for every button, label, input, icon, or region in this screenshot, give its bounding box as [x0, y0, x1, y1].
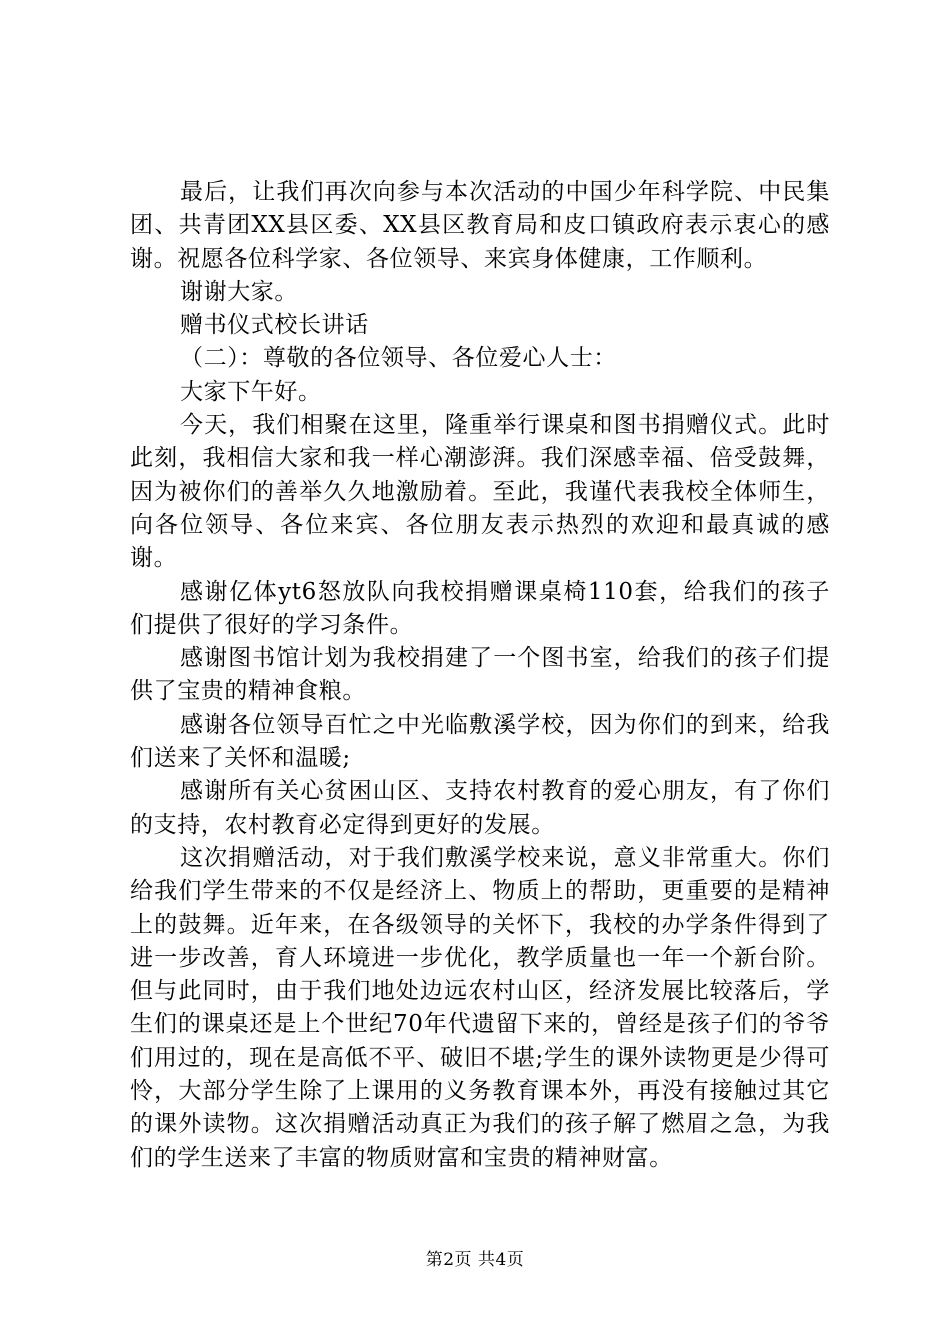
- paragraph-ceremony-intro: 今天，我们相聚在这里，隆重举行课桌和图书捐赠仪式。此时此刻，我相信大家和我一样心潮澎湃。我们深感幸福、倍受鼓舞，因为被你们的善举久久地激励着。至此，我谨代表我校全体师生，向各位领导、各位来宾、各位朋友表示热烈的欢迎和最真诚的感谢。: [130, 412, 830, 572]
- paragraph-greeting: 大家下午好。: [180, 378, 322, 405]
- paragraph-thank-you-all: 谢谢大家。: [180, 278, 298, 305]
- paragraph-thanks-friends: 感谢所有关心贫困山区、支持农村教育的爱心朋友，有了你们的支持，农村教育必定得到更好的发展。: [130, 778, 830, 838]
- paragraph-thanks-library: 感谢图书馆计划为我校捐建了一个图书室，给我们的孩子们提供了宝贵的精神食粮。: [130, 645, 830, 705]
- page-number-footer: 第2页 共4页: [425, 1250, 525, 1270]
- section-heading: 赠书仪式校长讲话: [180, 312, 369, 339]
- document-body: [130, 176, 830, 1175]
- paragraph-thanks-leaders: 感谢各位领导百忙之中光临敷溪学校，因为你们的到来，给我们送来了关怀和温暖;: [130, 711, 830, 772]
- paragraph-closing-thanks: 最后，让我们再次向参与本次活动的中国少年科学院、中民集团、共青团XX县区委、XX县区教育局和皮口镇政府表示衷心的感谢。祝愿各位科学家、各位领导、来宾身体健康，工作顺利。: [130, 179, 830, 272]
- paragraph-salutation: （二）：尊敬的各位领导、各位爱心人士：: [180, 345, 617, 372]
- paragraph-thanks-desks: 感谢亿体yt6怒放队向我校捐赠课桌椅110套，给我们的孩子们提供了很好的学习条件。: [130, 578, 830, 638]
- paragraph-significance: 这次捐赠活动，对于我们敷溪学校来说，意义非常重大。你们给我们学生带来的不仅是经济上、物质上的帮助，更重要的是精神上的鼓舞。近年来，在各级领导的关怀下，我校的办学条件得到了进一步改善，育人环境进一步优化，教学质量也一年一个新台阶。但与此同时，由于我们地处边远农村山区，经济发展比较落后，学生们的课桌还是上个世纪70年代遗留下来的，曾经是孩子们的爷爷们用过的，现在是高低不平、破旧不堪;学生的课外读物更是少得可怜，大部分学生除了上课用的义务教育课本外，再没有接触过其它的课外读物。这次捐赠活动真正为我们的孩子解了燃眉之急，为我们的学生送来了丰富的物质财富和宝贵的精神财富。: [130, 844, 830, 1171]
